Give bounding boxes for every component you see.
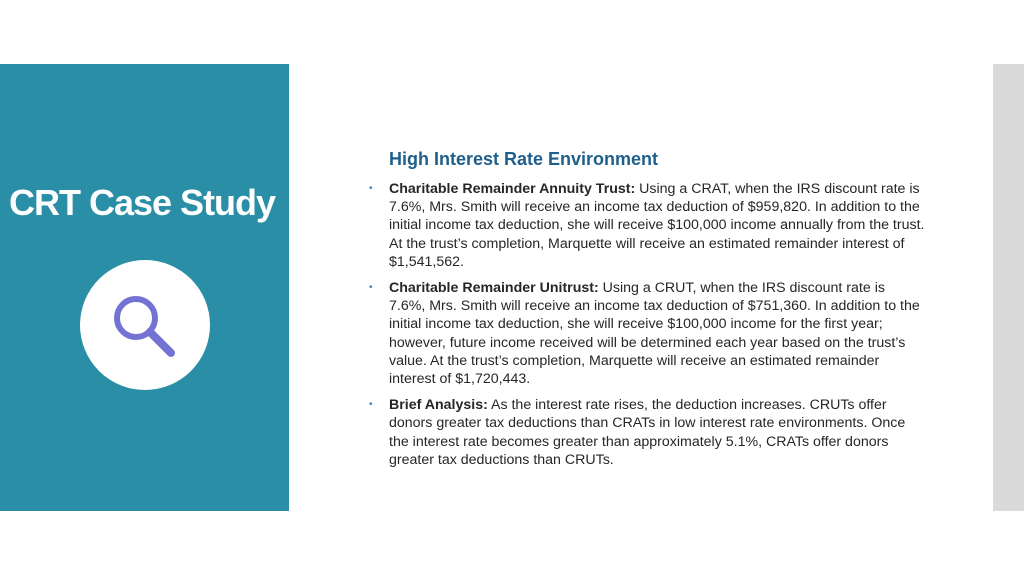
section-subtitle: High Interest Rate Environment bbox=[389, 149, 659, 169]
title-panel bbox=[0, 64, 289, 511]
icon-circle bbox=[80, 260, 210, 390]
bullet-text: Using a CRAT, when the IRS discount rate is 7.6%, Mrs. Smith will receive an income tax deduction of $959,820. In addition to the initial income tax deduction, she will receive $100,000 income annually from the trust. At the trust’s completion, Marquette will receive an estimated remainder interest of $1,541,562. bbox=[389, 181, 925, 270]
bullet-dot-icon: • bbox=[369, 282, 373, 294]
bullet-text: As the interest rate rises, the deduction increases. CRUTs offer donors greater tax deductions than CRATs in low interest rate environments. Once the interest rate becomes greater than approximately 5.1%, CRATs offer donors greater tax deductions than CRUTs. bbox=[389, 397, 906, 468]
bullet-analysis bbox=[365, 396, 925, 469]
content-area bbox=[365, 149, 925, 477]
bullet-dot-icon: • bbox=[369, 399, 373, 411]
bullet-list bbox=[365, 180, 925, 469]
slide-title: CRT Case Study bbox=[9, 182, 276, 223]
side-strip bbox=[993, 64, 1024, 511]
bullet-label: Brief Analysis: bbox=[389, 397, 488, 414]
bullet-label: Charitable Remainder Unitrust: bbox=[389, 280, 599, 297]
bullet-dot-icon: • bbox=[369, 183, 373, 194]
bullet-crut bbox=[365, 279, 925, 388]
bullet-text: Using a CRUT, when the IRS discount rate is 7.6%, Mrs. Smith will receive an income tax deduction of $751,360. In addition to the initial income tax deduction, she will receive $100,000 income for the first year; however, future income received will be determined each year based on the trust’s value. At the trust’s completion, Marquette will receive an estimated remainder interest of $1,720,443. bbox=[389, 280, 920, 388]
magnifying-glass-icon bbox=[80, 260, 210, 390]
bullet-crat bbox=[365, 180, 925, 271]
bullet-label: Charitable Remainder Annuity Trust: bbox=[389, 181, 636, 197]
